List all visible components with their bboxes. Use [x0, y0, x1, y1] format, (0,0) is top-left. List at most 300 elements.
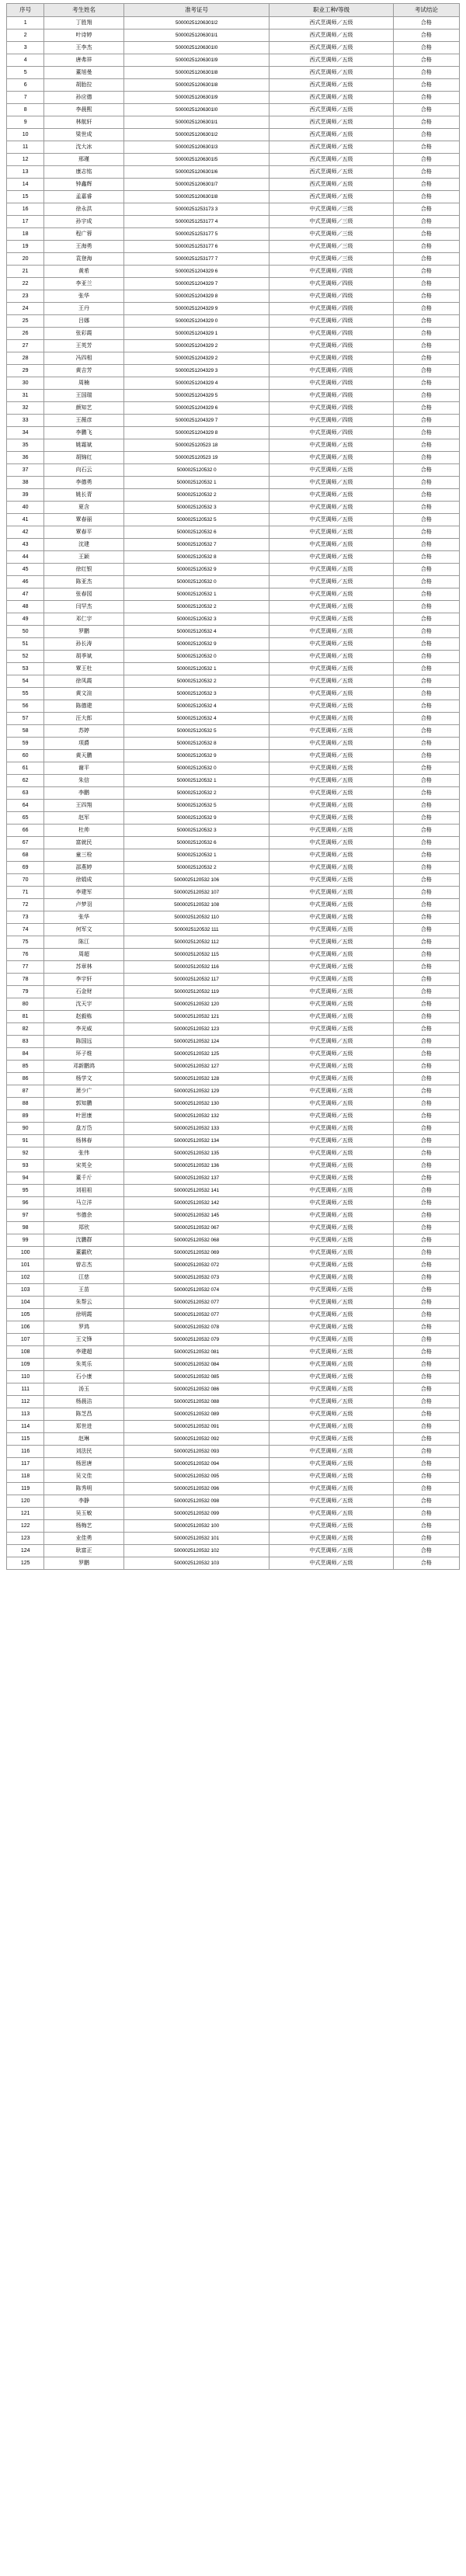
exam-result: 合格 [393, 116, 459, 129]
table-row [7, 974, 460, 986]
exam-result: 合格 [393, 1371, 459, 1383]
row-index: 47 [7, 588, 44, 601]
occupation-level: 中式烹调师／五级 [270, 477, 393, 489]
exam-result: 合格 [393, 564, 459, 576]
occupation-level: 中式烹调师／四级 [270, 328, 393, 340]
row-index: 60 [7, 750, 44, 762]
exam-id: 50000251206301I6 [123, 166, 270, 179]
table-row [7, 315, 460, 328]
exam-result: 合格 [393, 601, 459, 613]
exam-id: 50000251204329 9 [123, 303, 270, 315]
table-row [7, 1446, 460, 1458]
exam-id: 5000025120532 5 [123, 725, 270, 738]
occupation-level: 中式烹调师／五级 [270, 1334, 393, 1346]
exam-id: 50000251206301I1 [123, 116, 270, 129]
exam-id: 5000025120532 9 [123, 812, 270, 825]
exam-result: 合格 [393, 42, 459, 54]
table-row [7, 452, 460, 464]
table-header [7, 4, 460, 17]
occupation-level: 中式烹调师／四级 [270, 427, 393, 439]
exam-result: 合格 [393, 1458, 459, 1470]
occupation-level: 中式烹调师／五级 [270, 1508, 393, 1520]
exam-id: 5000025120532 119 [123, 986, 270, 998]
occupation-level: 中式烹调师／五级 [270, 1309, 393, 1321]
candidate-name: 林航轩 [44, 116, 123, 129]
occupation-level: 中式烹调师／五级 [270, 651, 393, 663]
exam-id: 5000025120532 9 [123, 638, 270, 651]
candidate-name: 覃春平 [44, 526, 123, 539]
candidate-name: 江慈 [44, 1272, 123, 1284]
exam-id: 50000251253173 3 [123, 203, 270, 216]
exam-result: 合格 [393, 79, 459, 92]
candidate-name: 唐弗祥 [44, 54, 123, 67]
row-index: 24 [7, 303, 44, 315]
exam-result: 合格 [393, 949, 459, 961]
table-row [7, 79, 460, 92]
exam-result: 合格 [393, 1222, 459, 1234]
exam-result: 合格 [393, 290, 459, 303]
column-header-result: 考试结论 [393, 4, 459, 17]
table-row [7, 924, 460, 936]
candidate-name: 罗鹏 [44, 1557, 123, 1570]
table-row [7, 725, 460, 738]
occupation-level: 西式烹调师／五级 [270, 129, 393, 141]
row-index: 88 [7, 1098, 44, 1110]
row-index: 48 [7, 601, 44, 613]
row-index: 9 [7, 116, 44, 129]
exam-result: 合格 [393, 502, 459, 514]
row-index: 63 [7, 787, 44, 800]
row-index: 104 [7, 1297, 44, 1309]
exam-result: 合格 [393, 179, 459, 191]
exam-result: 合格 [393, 1110, 459, 1123]
occupation-level: 中式烹调师／五级 [270, 1545, 393, 1557]
table-row [7, 1470, 460, 1483]
table-row [7, 92, 460, 104]
candidate-name: 孙宇成 [44, 216, 123, 228]
table-row [7, 328, 460, 340]
exam-result: 合格 [393, 1557, 459, 1570]
candidate-name: 徐凤霞 [44, 675, 123, 688]
candidate-name: 康志铭 [44, 166, 123, 179]
row-index: 15 [7, 191, 44, 203]
occupation-level: 中式烹调师／四级 [270, 303, 393, 315]
exam-id: 5000025120532 2 [123, 489, 270, 502]
table-row [7, 67, 460, 79]
row-index: 71 [7, 887, 44, 899]
candidate-name: 徐红银 [44, 564, 123, 576]
table-row [7, 1396, 460, 1408]
table-row [7, 179, 460, 191]
occupation-level: 中式烹调师／五级 [270, 713, 393, 725]
exam-result: 合格 [393, 1545, 459, 1557]
table-row [7, 1433, 460, 1446]
row-index: 27 [7, 340, 44, 352]
exam-result: 合格 [393, 477, 459, 489]
exam-result: 合格 [393, 1098, 459, 1110]
candidate-name: 陈德建 [44, 700, 123, 713]
occupation-level: 中式烹调师／五级 [270, 1036, 393, 1048]
row-index: 40 [7, 502, 44, 514]
exam-id: 5000025120523 19 [123, 452, 270, 464]
candidate-name: 张春园 [44, 588, 123, 601]
occupation-level: 中式烹调师／五级 [270, 1359, 393, 1371]
table-row [7, 402, 460, 415]
table-row [7, 663, 460, 675]
row-index: 105 [7, 1309, 44, 1321]
occupation-level: 中式烹调师／五级 [270, 787, 393, 800]
row-index: 67 [7, 837, 44, 849]
table-row [7, 1222, 460, 1234]
occupation-level: 中式烹调师／五级 [270, 663, 393, 675]
exam-id: 50000251204329 3 [123, 365, 270, 377]
row-index: 73 [7, 911, 44, 924]
table-row [7, 1172, 460, 1185]
exam-result: 合格 [393, 551, 459, 564]
row-index: 39 [7, 489, 44, 502]
table-row [7, 1545, 460, 1557]
row-index: 115 [7, 1433, 44, 1446]
exam-result: 合格 [393, 1433, 459, 1446]
row-index: 34 [7, 427, 44, 439]
exam-id: 5000025120532 1 [123, 663, 270, 675]
exam-id: 50000251206301I7 [123, 179, 270, 191]
occupation-level: 西式烹调师／五级 [270, 92, 393, 104]
exam-result: 合格 [393, 1520, 459, 1533]
exam-id: 5000025120532 2 [123, 787, 270, 800]
occupation-level: 中式烹调师／五级 [270, 825, 393, 837]
occupation-level: 中式烹调师／四级 [270, 390, 393, 402]
candidate-name: 杨思唐 [44, 1458, 123, 1470]
candidate-name: 周超 [44, 949, 123, 961]
candidate-name: 夏含 [44, 502, 123, 514]
table-row [7, 1272, 460, 1284]
candidate-name: 张华 [44, 911, 123, 924]
occupation-level: 中式烹调师／五级 [270, 1048, 393, 1061]
occupation-level: 西式烹调师／五级 [270, 17, 393, 30]
candidate-name: 马立洋 [44, 1197, 123, 1210]
occupation-level: 中式烹调师／五级 [270, 1421, 393, 1433]
table-row [7, 1197, 460, 1210]
table-row [7, 104, 460, 116]
table-row [7, 638, 460, 651]
candidate-name: 谢平 [44, 762, 123, 775]
row-index: 85 [7, 1061, 44, 1073]
exam-id: 50000251204329 0 [123, 315, 270, 328]
exam-result: 合格 [393, 713, 459, 725]
table-row [7, 1458, 460, 1470]
row-index: 8 [7, 104, 44, 116]
occupation-level: 中式烹调师／五级 [270, 750, 393, 762]
candidate-name: 袁登海 [44, 253, 123, 266]
candidate-name: 业佳勇 [44, 1533, 123, 1545]
exam-result: 合格 [393, 1408, 459, 1421]
row-index: 45 [7, 564, 44, 576]
occupation-level: 中式烹调师／四级 [270, 402, 393, 415]
exam-id: 5000025120532 7 [123, 539, 270, 551]
exam-id: 5000025120532 084 [123, 1359, 270, 1371]
occupation-level: 中式烹调师／三级 [270, 241, 393, 253]
exam-result: 合格 [393, 526, 459, 539]
row-index: 76 [7, 949, 44, 961]
occupation-level: 西式烹调师／五级 [270, 67, 393, 79]
occupation-level: 中式烹调师／五级 [270, 837, 393, 849]
occupation-level: 中式烹调师／五级 [270, 725, 393, 738]
exam-result: 合格 [393, 365, 459, 377]
exam-result: 合格 [393, 154, 459, 166]
exam-id: 5000025120532 5 [123, 514, 270, 526]
table-row [7, 1284, 460, 1297]
occupation-level: 中式烹调师／三级 [270, 228, 393, 241]
row-index: 57 [7, 713, 44, 725]
exam-id: 5000025120532 101 [123, 1533, 270, 1545]
table-row [7, 1520, 460, 1533]
occupation-level: 中式烹调师／五级 [270, 1023, 393, 1036]
candidate-name: 陈江 [44, 936, 123, 949]
exam-id: 5000025120532 1 [123, 477, 270, 489]
exam-result: 合格 [393, 1359, 459, 1371]
candidate-name: 沈鹏群 [44, 1234, 123, 1247]
exam-result: 合格 [393, 1048, 459, 1061]
row-index: 64 [7, 800, 44, 812]
exam-id: 5000025120532 3 [123, 613, 270, 626]
exam-id: 50000251204329 6 [123, 402, 270, 415]
table-row [7, 1036, 460, 1048]
exam-id: 5000025120532 9 [123, 750, 270, 762]
occupation-level: 中式烹调师／五级 [270, 1470, 393, 1483]
table-row [7, 116, 460, 129]
table-row [7, 849, 460, 862]
row-index: 44 [7, 551, 44, 564]
occupation-level: 中式烹调师／五级 [270, 974, 393, 986]
table-body [7, 17, 460, 1570]
table-row [7, 166, 460, 179]
candidate-name: 赵毅栋 [44, 1011, 123, 1023]
candidate-name: 李静 [44, 1495, 123, 1508]
occupation-level: 中式烹调师／五级 [270, 1284, 393, 1297]
exam-result: 合格 [393, 1073, 459, 1085]
exam-id: 50000251206301I2 [123, 129, 270, 141]
row-index: 31 [7, 390, 44, 402]
row-index: 69 [7, 862, 44, 874]
occupation-level: 中式烹调师／五级 [270, 439, 393, 452]
table-row [7, 266, 460, 278]
row-index: 55 [7, 688, 44, 700]
row-index: 1 [7, 17, 44, 30]
exam-result: 合格 [393, 1197, 459, 1210]
row-index: 36 [7, 452, 44, 464]
row-index: 94 [7, 1172, 44, 1185]
table-row [7, 576, 460, 588]
exam-result: 合格 [393, 278, 459, 290]
candidate-name: 杜帅 [44, 825, 123, 837]
exam-id: 5000025120532 135 [123, 1147, 270, 1160]
exam-id: 5000025120532 4 [123, 700, 270, 713]
exam-result: 合格 [393, 762, 459, 775]
occupation-level: 西式烹调师／五级 [270, 54, 393, 67]
table-row [7, 998, 460, 1011]
table-row [7, 862, 460, 874]
exam-result: 合格 [393, 638, 459, 651]
occupation-level: 中式烹调师／五级 [270, 551, 393, 564]
occupation-level: 中式烹调师／五级 [270, 862, 393, 874]
candidate-name: 吕娜 [44, 315, 123, 328]
row-index: 98 [7, 1222, 44, 1234]
exam-id: 5000025120532 111 [123, 924, 270, 936]
exam-result: 合格 [393, 30, 459, 42]
exam-id: 50000251206301I9 [123, 92, 270, 104]
candidate-name: 黄希 [44, 266, 123, 278]
exam-id: 5000025120532 099 [123, 1508, 270, 1520]
exam-result: 合格 [393, 1085, 459, 1098]
exam-id: 5000025120532 096 [123, 1483, 270, 1495]
candidate-name: 胡锦红 [44, 452, 123, 464]
row-index: 114 [7, 1421, 44, 1433]
exam-id: 5000025120532 137 [123, 1172, 270, 1185]
exam-id: 5000025120532 081 [123, 1346, 270, 1359]
table-row [7, 129, 460, 141]
exam-result: 合格 [393, 452, 459, 464]
exam-id: 5000025120532 116 [123, 961, 270, 974]
candidate-name: 罗鸿 [44, 1321, 123, 1334]
table-row [7, 502, 460, 514]
exam-result: 合格 [393, 17, 459, 30]
candidate-name: 郭知鹏 [44, 1098, 123, 1110]
candidate-name: 覃王杜 [44, 663, 123, 675]
table-row [7, 216, 460, 228]
candidate-name: 李光威 [44, 1023, 123, 1036]
table-row [7, 887, 460, 899]
exam-result: 合格 [393, 1061, 459, 1073]
candidate-name: 姚长青 [44, 489, 123, 502]
table-row [7, 203, 460, 216]
row-index: 91 [7, 1135, 44, 1147]
row-index: 97 [7, 1210, 44, 1222]
table-row [7, 936, 460, 949]
exam-result: 合格 [393, 166, 459, 179]
occupation-level: 中式烹调师／五级 [270, 1061, 393, 1073]
candidate-name: 沈建 [44, 539, 123, 551]
row-index: 21 [7, 266, 44, 278]
exam-result: 合格 [393, 936, 459, 949]
occupation-level: 中式烹调师／五级 [270, 911, 393, 924]
exam-id: 50000251204329 5 [123, 390, 270, 402]
exam-result: 合格 [393, 216, 459, 228]
row-index: 51 [7, 638, 44, 651]
candidate-name: 张伟 [44, 1147, 123, 1160]
exam-id: 50000251204329 8 [123, 427, 270, 439]
occupation-level: 中式烹调师／五级 [270, 1247, 393, 1259]
table-row [7, 775, 460, 787]
column-header-occupation-level: 职业工种/等级 [270, 4, 393, 17]
row-index: 43 [7, 539, 44, 551]
exam-id: 5000025120532 130 [123, 1098, 270, 1110]
occupation-level: 中式烹调师／五级 [270, 1483, 393, 1495]
exam-id: 5000025120532 4 [123, 626, 270, 638]
occupation-level: 中式烹调师／五级 [270, 986, 393, 998]
candidate-name: 郑世进 [44, 1421, 123, 1433]
exam-result: 合格 [393, 837, 459, 849]
table-row [7, 1061, 460, 1073]
exam-id: 5000025120532 067 [123, 1222, 270, 1234]
occupation-level: 中式烹调师／五级 [270, 1259, 393, 1272]
occupation-level: 中式烹调师／五级 [270, 588, 393, 601]
candidate-name: 苏章林 [44, 961, 123, 974]
candidate-name: 张华 [44, 290, 123, 303]
occupation-level: 中式烹调师／五级 [270, 1557, 393, 1570]
row-index: 109 [7, 1359, 44, 1371]
exam-id: 5000025120532 069 [123, 1247, 270, 1259]
row-index: 23 [7, 290, 44, 303]
table-row [7, 1346, 460, 1359]
exam-result: 合格 [393, 874, 459, 887]
row-index: 37 [7, 464, 44, 477]
row-index: 46 [7, 576, 44, 588]
row-index: 112 [7, 1396, 44, 1408]
exam-id: 5000025120532 2 [123, 601, 270, 613]
exam-id: 5000025120532 078 [123, 1321, 270, 1334]
table-row [7, 688, 460, 700]
exam-id: 50000251206301I9 [123, 54, 270, 67]
occupation-level: 中式烹调师／五级 [270, 464, 393, 477]
exam-id: 5000025120532 1 [123, 849, 270, 862]
table-row [7, 675, 460, 688]
occupation-level: 中式烹调师／五级 [270, 800, 393, 812]
table-row [7, 1297, 460, 1309]
exam-id: 5000025120532 8 [123, 551, 270, 564]
row-index: 68 [7, 849, 44, 862]
table-row [7, 1185, 460, 1197]
candidate-name: 陈国远 [44, 1036, 123, 1048]
occupation-level: 中式烹调师／五级 [270, 1272, 393, 1284]
exam-result: 合格 [393, 1470, 459, 1483]
exam-id: 5000025120532 125 [123, 1048, 270, 1061]
exam-id: 5000025120532 127 [123, 1061, 270, 1073]
row-index: 20 [7, 253, 44, 266]
occupation-level: 中式烹调师／五级 [270, 638, 393, 651]
exam-result: 合格 [393, 1023, 459, 1036]
candidate-name: 周楠 [44, 377, 123, 390]
occupation-level: 西式烹调师／五级 [270, 154, 393, 166]
exam-id: 5000025120532 132 [123, 1110, 270, 1123]
table-row [7, 1383, 460, 1396]
occupation-level: 中式烹调师／五级 [270, 1098, 393, 1110]
row-index: 96 [7, 1197, 44, 1210]
occupation-level: 中式烹调师／五级 [270, 675, 393, 688]
candidate-name: 罗鹏 [44, 626, 123, 638]
row-index: 123 [7, 1533, 44, 1545]
exam-id: 5000025120532 102 [123, 1545, 270, 1557]
candidate-name: 李德勇 [44, 477, 123, 489]
exam-id: 5000025120532 120 [123, 998, 270, 1011]
table-row [7, 651, 460, 663]
occupation-level: 中式烹调师／五级 [270, 1297, 393, 1309]
occupation-level: 中式烹调师／五级 [270, 564, 393, 576]
row-index: 102 [7, 1272, 44, 1284]
exam-id: 5000025120532 088 [123, 1396, 270, 1408]
exam-result: 合格 [393, 974, 459, 986]
table-row [7, 365, 460, 377]
table-row [7, 439, 460, 452]
row-index: 72 [7, 899, 44, 911]
candidate-name: 项爵 [44, 738, 123, 750]
table-row [7, 290, 460, 303]
table-row [7, 1234, 460, 1247]
row-index: 30 [7, 377, 44, 390]
exam-result: 合格 [393, 911, 459, 924]
table-row [7, 601, 460, 613]
exam-result: 合格 [393, 750, 459, 762]
